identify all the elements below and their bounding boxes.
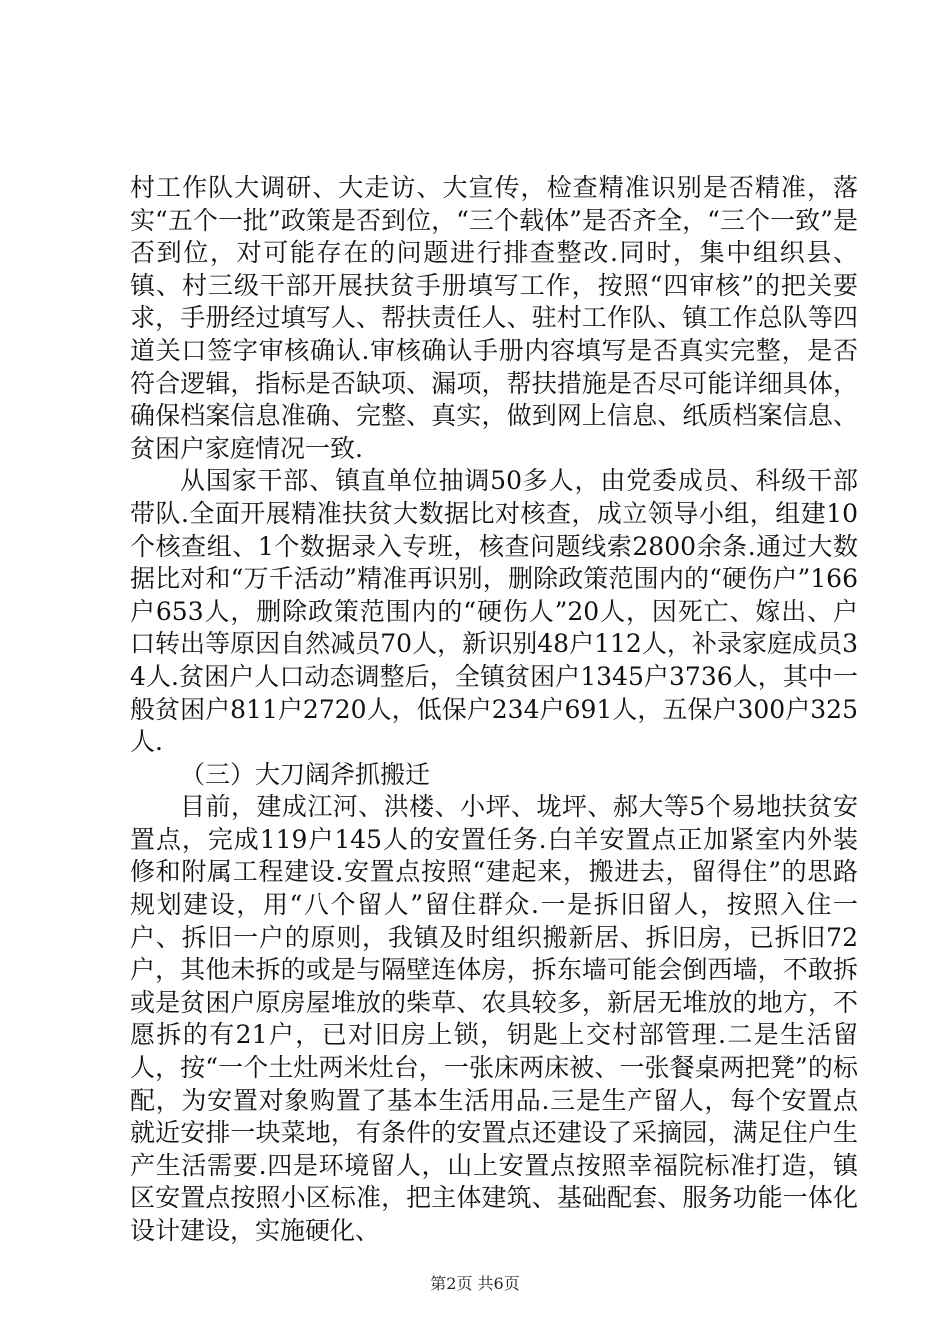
page-footer xyxy=(0,1274,950,1294)
paragraph-1: 村工作队大调研、大走访、大宣传，检查精准识别是否精准，落实“五个一批”政策是否到位，“三个载体”是否齐全，“三个一致”是否到位，对可能存在的问题进行排查整改.同时，集中组织县、镇、村三级干部开展扶贫手册填写工作，按照“四审核”的把关要求，手册经过填写人、帮扶责任人、驻村工作队、镇工作总队等四道关口签字审核确认.审核确认手册内容填写是否真实完整，是否符合逻辑，指标是否缺项、漏项，帮扶措施是否尽可能详细具体，确保档案信息准确、完整、真实，做到网上信息、纸质档案信息、贫困户家庭情况一致. xyxy=(130,173,858,463)
paragraph-3: 目前，建成江河、洪楼、小坪、垅坪、郝大等5个易地扶贫安置点，完成119户145人的安置任务.白羊安置点正加紧室内外装修和附属工程建设.安置点按照“建起来，搬进去，留得住”的思路规划建设，用“八个留人”留住群众.一是拆旧留人，按照入住一户、拆旧一户的原则，我镇及时组织搬新居、拆旧房，已拆旧72户，其他未拆的或是与隔壁连体房，拆东墙可能会倒西墙，不敢拆或是贫困户原房屋堆放的柴草、农具较多，新居无堆放的地方，不愿拆的有21户，已对旧房上锁，钥匙上交村部管理.二是生活留人，按“一个土灶两米灶台，一张床两床被、一张餐桌两把凳”的标配，为安置对象购置了基本生活用品.三是生产留人，每个安置点就近安排一块菜地，有条件的安置点还建设了采摘园，满足住户生产生活需要.四是环境留人，山上安置点按照幸福院标准打造，镇区安置点按照小区标准，把主体建筑、基础配套、服务功能一体化设计建设，实施硬化、 xyxy=(130,792,858,1245)
page-number-label: 第2页 共6页 xyxy=(430,1274,520,1293)
document-body xyxy=(130,172,858,1248)
section-heading: （三）大刀阔斧抓搬迁 xyxy=(180,759,431,789)
paragraph-2: 从国家干部、镇直单位抽调50多人，由党委成员、科级干部带队.全面开展精准扶贫大数据比对核查，成立领导小组，组建10个核查组、1个数据录入专班，核查问题线索2800余条.通过大数据比对和“万千活动”精准再识别，删除政策范围内的“硬伤户”166户653人，删除政策范围内的“硬伤人”20人，因死亡、嫁出、户口转出等原因自然减员70人，新识别48户112人，补录家庭成员34人.贫困户人口动态调整后，全镇贫困户1345户3736人，其中一般贫困户811户2720人，低保户234户691人，五保户300户325人. xyxy=(130,466,858,757)
